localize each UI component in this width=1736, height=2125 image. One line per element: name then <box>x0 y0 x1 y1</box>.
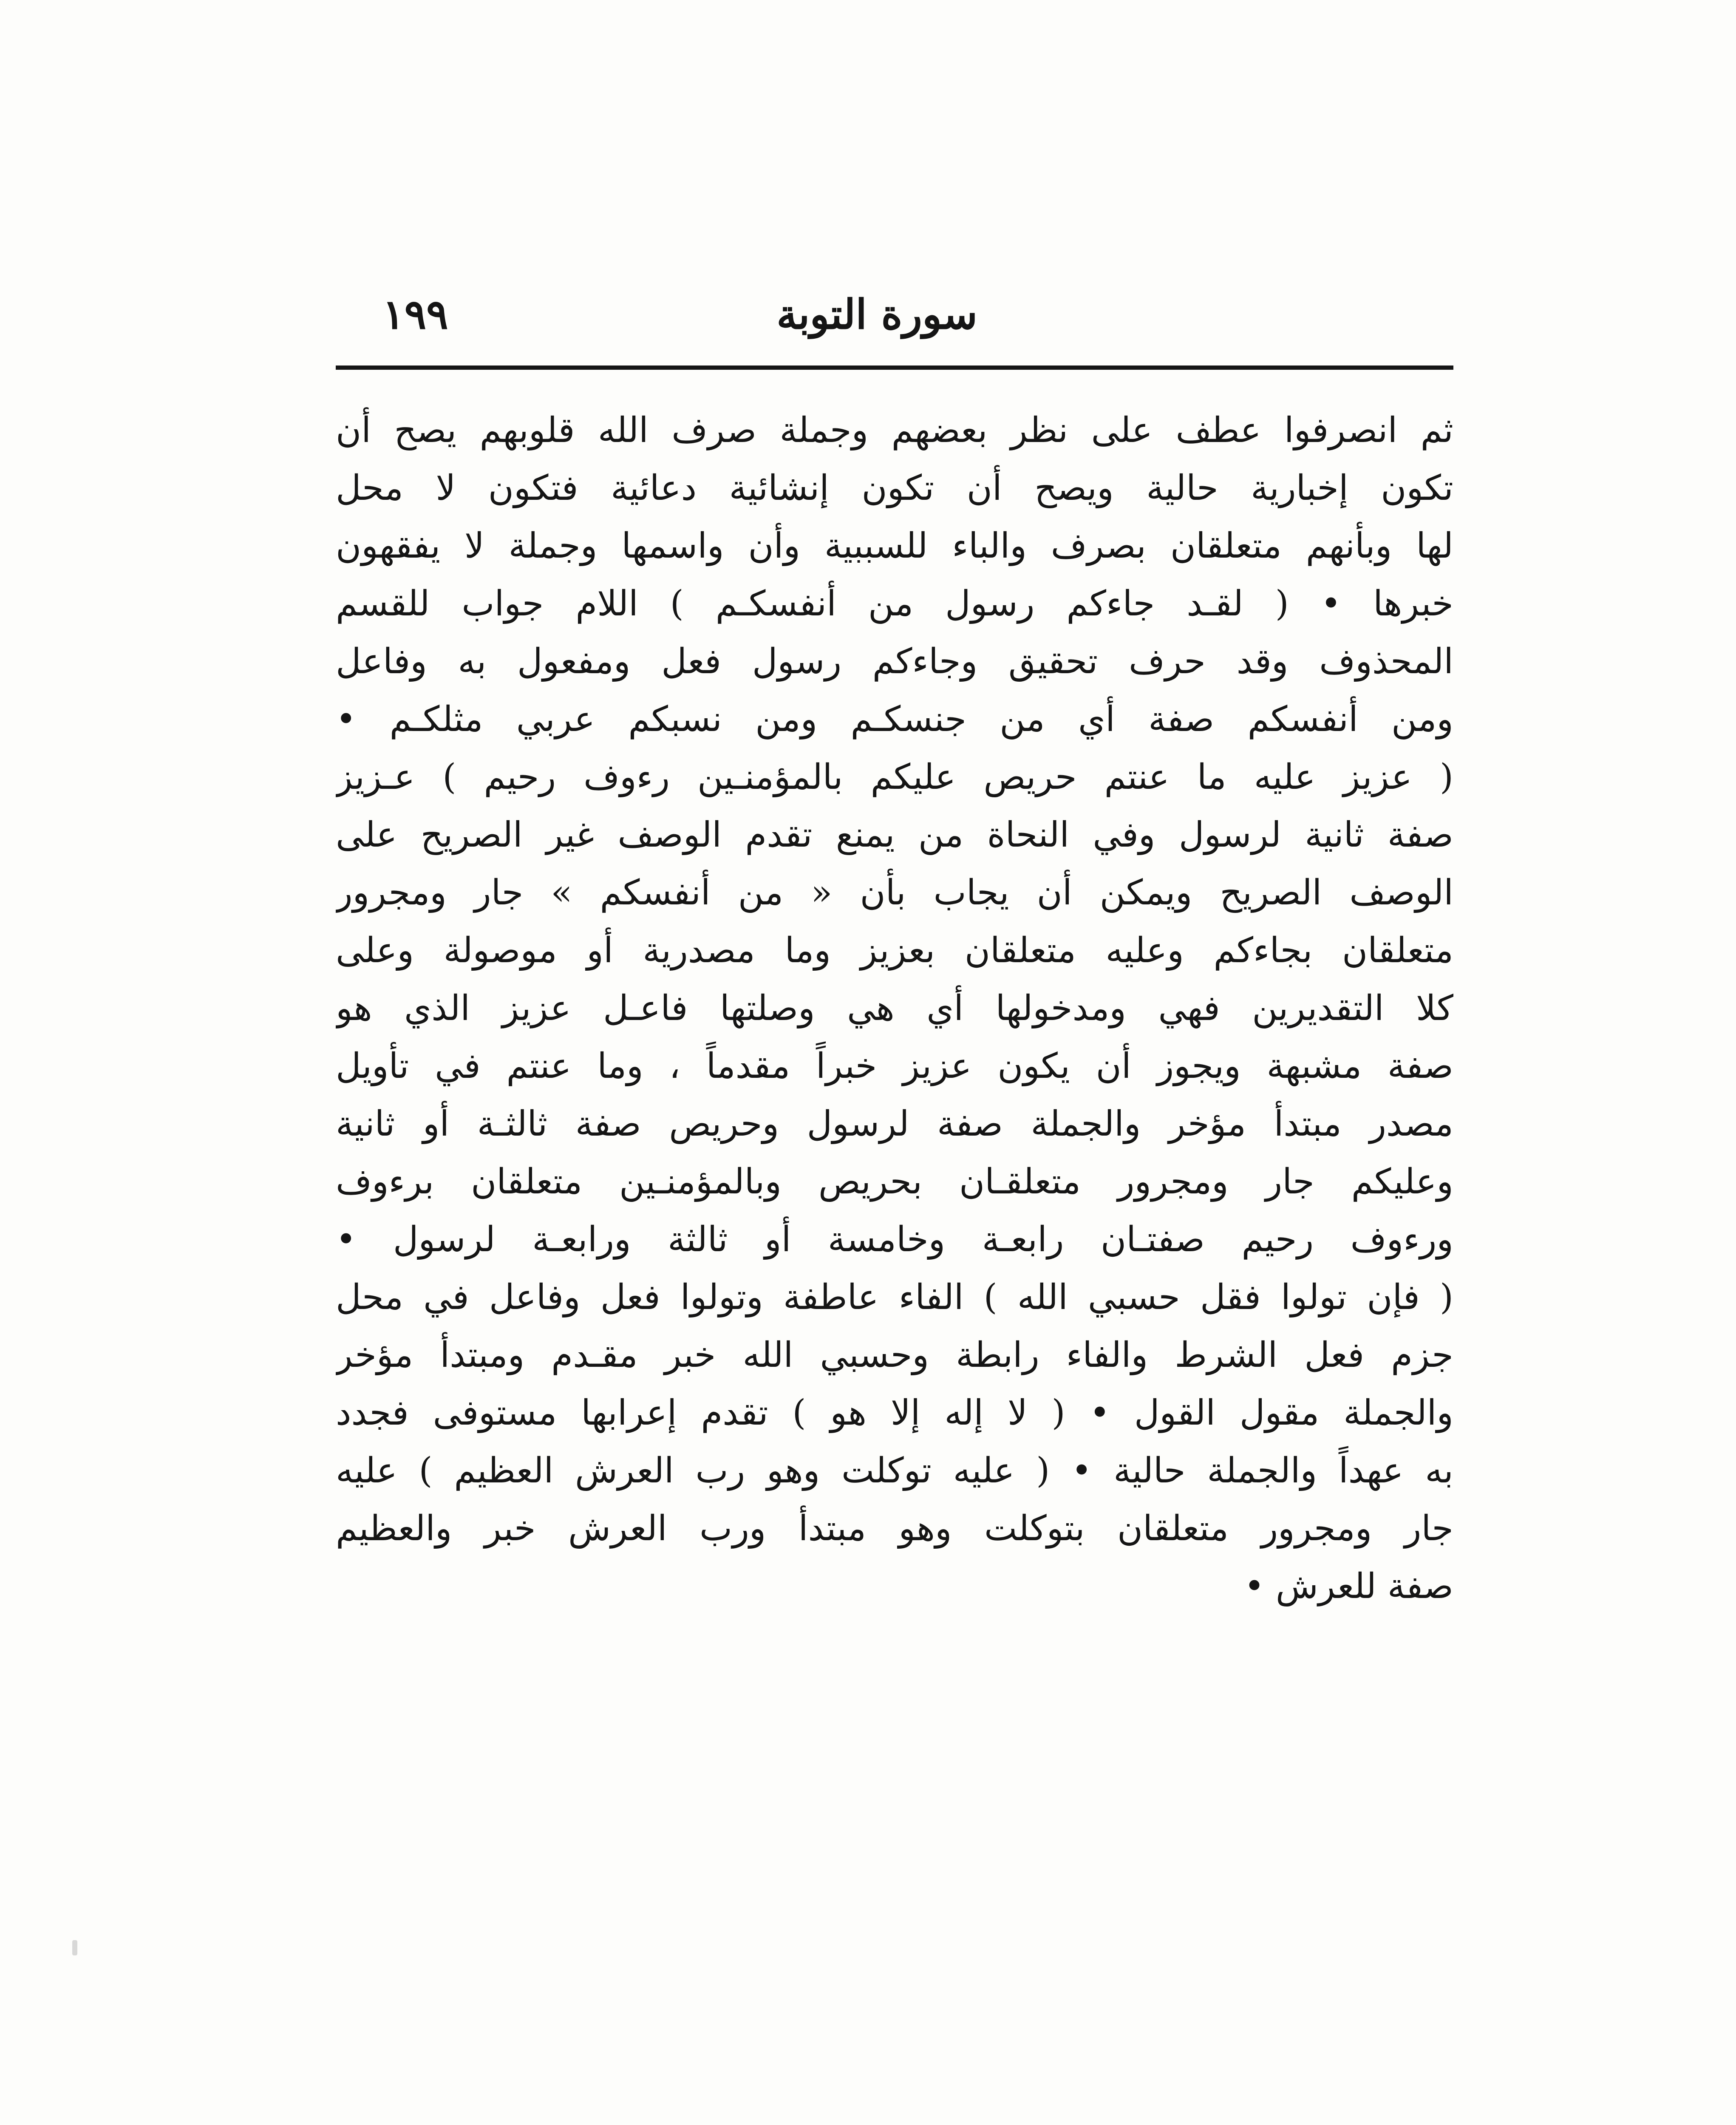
page-number: ١٩٩ <box>382 290 448 338</box>
text-line: المحذوف وقد حرف تحقيق وجاءكم رسول فعل ومفعول به وفاعل <box>336 641 1453 682</box>
text-line: ثم انصرفوا عطف على نظر بعضهم وجملة صرف الله قلوبهم يصح أن <box>336 410 1453 450</box>
text-line: ( عزيز عليه ما عنتم حريص عليكم بالمؤمنـين رءوف رحيم ) عـزيز <box>336 757 1453 797</box>
text-line: كلا التقديرين فهي ومدخولها أي هي وصلتها فاعـل عزيز الذي هو <box>336 988 1453 1028</box>
header-rule <box>336 366 1453 370</box>
text-line: تكون إخبارية حالية ويصح أن تكون إنشائية دعائية فتكون لا محل <box>336 468 1453 508</box>
text-line: صفة ثانية لرسول وفي النحاة من يمنع تقدم الوصف غير الصريح على <box>336 815 1453 855</box>
text-line: جزم فعل الشرط والفاء رابطة وحسبي الله خبر مقـدم ومبتدأ مؤخر <box>336 1335 1453 1375</box>
text-line: به عهداً والجملة حالية • ( عليه توكلت وهو رب العرش العظيم ) عليه <box>336 1451 1453 1491</box>
text-line: متعلقان بجاءكم وعليه متعلقان بعزيز وما مصدرية أو موصولة وعلى <box>336 930 1453 971</box>
text-line: لها وبأنهم متعلقان بصرف والباء للسببية وأن واسمها وجملة لا يفقهون <box>336 526 1453 566</box>
text-line: صفة مشبهة ويجوز أن يكون عزيز خبراً مقدماً ، وما عنتم في تأويل <box>336 1046 1453 1086</box>
text-line: جار ومجرور متعلقان بتوكلت وهو مبتدأ ورب العرش خبر والعظيم <box>336 1508 1453 1549</box>
body-text <box>336 402 1453 1932</box>
scan-mark <box>72 1940 77 1955</box>
text-line: ورءوف رحيم صفتـان رابعـة وخامسة أو ثالثة ورابعـة لرسول • <box>336 1219 1453 1260</box>
text-line: ومن أنفسكم صفة أي من جنسكـم ومن نسبكم عربي مثلكـم • <box>336 699 1453 740</box>
text-line: خبرها • ( لقـد جاءكم رسول من أنفسكـم ) اللام جواب للقسم <box>336 584 1453 624</box>
surah-title: سورة التوبة <box>776 290 977 338</box>
text-line: صفة للعرش • <box>1244 1566 1453 1606</box>
text-line: والجملة مقول القول • ( لا إله إلا هو ) تقدم إعرابها مستوفى فجدد <box>336 1393 1453 1433</box>
page-header <box>336 276 1453 370</box>
text-line: ( فإن تولوا فقل حسبي الله ) الفاء عاطفة وتولوا فعل وفاعل في محل <box>336 1277 1453 1318</box>
text-line: وعليكم جار ومجرور متعلقـان بحريص وبالمؤمنـين متعلقان برءوف <box>336 1162 1453 1202</box>
text-line: مصدر مبتدأ مؤخر والجملة صفة لرسول وحريص صفة ثالثـة أو ثانية <box>336 1104 1453 1144</box>
text-line: الوصف الصريح ويمكن أن يجاب بأن « من أنفسكم » جار ومجرور <box>336 873 1453 913</box>
